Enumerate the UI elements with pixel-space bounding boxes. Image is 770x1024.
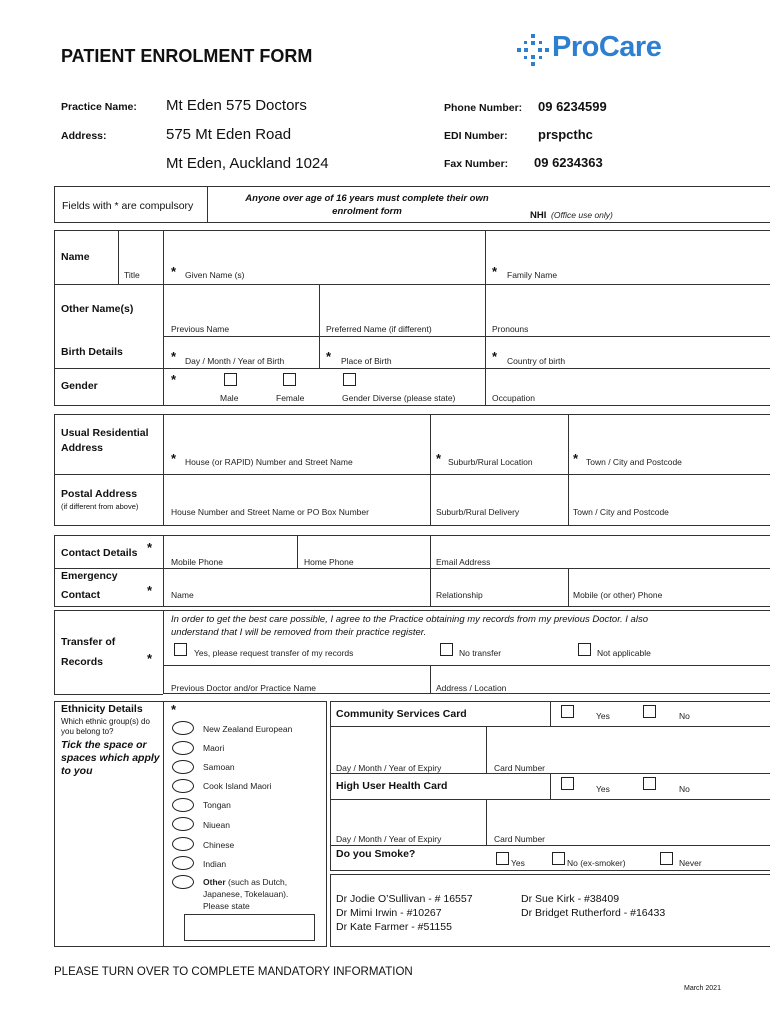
emergency-phone-field[interactable]: Mobile (or other) Phone <box>573 590 663 600</box>
brand-logo <box>515 33 685 69</box>
smoke-ex-checkbox[interactable] <box>552 852 565 865</box>
practice-name-value: Mt Eden 575 Doctors <box>166 97 307 114</box>
postal-suburb-field[interactable]: Suburb/Rural Delivery <box>436 507 520 517</box>
phone-label: Phone Number: <box>444 102 523 114</box>
doctor-name: Dr Bridget Rutherford - #16433 <box>521 907 666 919</box>
ethnicity-option-label: Samoan <box>203 762 235 772</box>
smoke-label: Do you Smoke? <box>336 848 416 860</box>
transfer-consent-1: In order to get the best care possible, I agree to the Practice obtaining my records from my previous Doctor. I also <box>171 614 648 625</box>
emergency-name-field[interactable]: Name <box>171 590 194 600</box>
postal-label: Postal Address <box>61 488 138 500</box>
ethnicity-option-circle[interactable] <box>172 837 194 851</box>
required-marker: * <box>573 451 579 466</box>
ethnicity-other-line3: Please state <box>203 901 250 911</box>
ethnicity-option-circle[interactable] <box>172 856 194 870</box>
ethnicity-option-label: Maori <box>203 743 225 753</box>
doctor-name: Dr Kate Farmer - #51155 <box>336 921 452 933</box>
postal-town-field[interactable]: Town / City and Postcode <box>573 507 669 517</box>
csc-yes-checkbox[interactable] <box>561 705 574 718</box>
transfer-na-checkbox[interactable] <box>578 643 591 656</box>
town-postcode-field[interactable]: Town / City and Postcode <box>586 457 682 467</box>
transfer-no-checkbox[interactable] <box>440 643 453 656</box>
previous-doctor-field[interactable]: Previous Doctor and/or Practice Name <box>171 683 317 693</box>
relationship-field[interactable]: Relationship <box>436 590 483 600</box>
smoke-never-checkbox[interactable] <box>660 852 673 865</box>
required-marker: * <box>171 349 177 364</box>
transfer-yes-label: Yes, please request transfer of my records <box>194 648 354 658</box>
csc-label: Community Services Card <box>336 708 467 720</box>
huhc-expiry-field[interactable]: Day / Month / Year of Expiry <box>336 834 442 844</box>
form-date: March 2021 <box>684 985 721 992</box>
ethnicity-question-1: Which ethnic group(s) do <box>61 717 150 726</box>
fax-label: Fax Number: <box>444 158 509 170</box>
required-marker: * <box>436 451 442 466</box>
huhc-no-label: No <box>679 784 690 794</box>
required-marker: * <box>171 451 177 466</box>
previous-name-field[interactable]: Previous Name <box>171 324 230 334</box>
practice-name-label: Practice Name: <box>61 101 137 113</box>
compulsory-note: Fields with * are compulsory <box>62 200 194 212</box>
residential-label-2: Address <box>61 442 104 454</box>
postal-note: (if different from above) <box>61 502 139 511</box>
female-label: Female <box>276 393 305 403</box>
title-field[interactable]: Title <box>124 270 140 280</box>
suburb-field[interactable]: Suburb/Rural Location <box>448 457 533 467</box>
smoke-yes-label: Yes <box>511 858 525 868</box>
required-marker: * <box>171 372 177 387</box>
csc-no-checkbox[interactable] <box>643 705 656 718</box>
emergency-label-1: Emergency <box>61 570 118 582</box>
smoke-yes-checkbox[interactable] <box>496 852 509 865</box>
required-marker: * <box>147 540 153 555</box>
ethnicity-other-rest: (such as Dutch, <box>225 877 288 887</box>
transfer-label-1: Transfer of <box>61 636 116 648</box>
brand-name: ProCare <box>552 31 662 63</box>
ethnicity-option-label: Niuean <box>203 820 230 830</box>
transfer-yes-checkbox[interactable] <box>174 643 187 656</box>
doctor-name: Dr Jodie O’Sullivan - # 16557 <box>336 893 473 905</box>
ethnicity-option-circle[interactable] <box>172 779 194 793</box>
ethnicity-option-label: Tongan <box>203 800 231 810</box>
country-of-birth-field[interactable]: Country of birth <box>507 356 566 366</box>
csc-yes-label: Yes <box>596 711 610 721</box>
smoke-ex-label: No (ex-smoker) <box>567 858 626 868</box>
emergency-label-2: Contact <box>61 589 101 601</box>
required-marker: * <box>147 583 153 598</box>
huhc-label: High User Health Card <box>336 780 448 792</box>
personal-details-box <box>54 230 770 406</box>
residential-label-1: Usual Residential <box>61 427 149 439</box>
postal-house-field[interactable]: House Number and Street Name or PO Box Number <box>171 507 369 517</box>
turn-over-note: PLEASE TURN OVER TO COMPLETE MANDATORY INFORMATION <box>54 966 413 978</box>
ethnicity-title: Ethnicity Details <box>61 703 143 715</box>
ethnicity-option-circle[interactable] <box>172 875 194 889</box>
ethnicity-tick-2: spaces which apply <box>61 752 160 764</box>
ethnicity-question-2: you belong to? <box>61 727 114 736</box>
transfer-label-2: Records <box>61 656 104 668</box>
ethnicity-other-bold: Other <box>203 877 226 887</box>
ethnicity-tick-3: to you <box>61 765 93 777</box>
email-field[interactable]: Email Address <box>436 557 491 567</box>
address-line1: 575 Mt Eden Road <box>166 126 292 143</box>
ethnicity-other-input[interactable] <box>184 914 315 941</box>
ethnicity-other-label <box>203 877 287 887</box>
ethnicity-option-circle[interactable] <box>172 817 194 831</box>
place-of-birth-field[interactable]: Place of Birth <box>341 356 392 366</box>
page-title: PATIENT ENROLMENT FORM <box>61 46 313 66</box>
nhi-note: (Office use only) <box>551 210 613 220</box>
address-label: Address: <box>61 130 107 142</box>
gender-female-checkbox[interactable] <box>283 373 296 386</box>
gender-diverse-checkbox[interactable] <box>343 373 356 386</box>
mobile-phone-field[interactable]: Mobile Phone <box>171 557 223 567</box>
address-line2: Mt Eden, Auckland 1024 <box>166 155 329 172</box>
ethnicity-other-line2: Japanese, Tokelauan). <box>203 889 289 899</box>
other-names-label: Other Name(s) <box>61 303 134 315</box>
ethnicity-option-label: Indian <box>203 859 227 869</box>
ethnicity-option-circle[interactable] <box>172 721 194 735</box>
required-marker: * <box>171 702 177 717</box>
huhc-yes-label: Yes <box>596 784 610 794</box>
family-name-field[interactable]: Family Name <box>507 270 558 280</box>
diverse-label: Gender Diverse (please state) <box>342 393 456 403</box>
required-marker: * <box>171 264 177 279</box>
dob-field[interactable]: Day / Month / Year of Birth <box>185 356 285 366</box>
ethnicity-option-label: New Zealand European <box>203 724 293 734</box>
age-notice-2: enrolment form <box>332 206 402 217</box>
ethnicity-option-circle[interactable] <box>172 798 194 812</box>
required-marker: * <box>492 264 498 279</box>
fax-value: 09 6234363 <box>534 155 603 170</box>
contact-box <box>54 535 770 607</box>
occupation-field[interactable]: Occupation <box>492 393 535 403</box>
huhc-yes-checkbox[interactable] <box>561 777 574 790</box>
phone-value: 09 6234599 <box>538 99 607 114</box>
csc-no-label: No <box>679 711 690 721</box>
previous-doctor-location-field[interactable]: Address / Location <box>436 683 507 693</box>
birth-details-label: Birth Details <box>61 346 123 358</box>
age-notice-1: Anyone over age of 16 years must complete their own <box>245 193 489 204</box>
home-phone-field[interactable]: Home Phone <box>304 557 354 567</box>
edi-label: EDI Number: <box>444 130 508 142</box>
smoke-never-label: Never <box>679 858 702 868</box>
procare-logo-icon <box>515 33 555 67</box>
given-name-field[interactable]: Given Name (s) <box>185 270 245 280</box>
house-street-field[interactable]: House (or RAPID) Number and Street Name <box>185 457 353 467</box>
transfer-na-label: Not applicable <box>597 648 651 658</box>
csc-number-field[interactable]: Card Number <box>494 763 546 773</box>
doctor-name: Dr Sue Kirk - #38409 <box>521 893 620 905</box>
gender-male-checkbox[interactable] <box>224 373 237 386</box>
huhc-no-checkbox[interactable] <box>643 777 656 790</box>
transfer-no-label: No transfer <box>459 648 502 658</box>
csc-expiry-field[interactable]: Day / Month / Year of Expiry <box>336 763 442 773</box>
male-label: Male <box>220 393 239 403</box>
edi-value: prspcthc <box>538 127 593 142</box>
huhc-number-field[interactable]: Card Number <box>494 834 546 844</box>
preferred-name-field[interactable]: Preferred Name (if different) <box>326 324 432 334</box>
nhi-label: NHI <box>530 210 547 221</box>
transfer-consent-2: understand that I will be removed from their practice register. <box>171 627 427 638</box>
ethnicity-option-circle[interactable] <box>172 741 194 755</box>
ethnicity-tick-1: Tick the space or <box>61 739 147 751</box>
ethnicity-option-label: Chinese <box>203 840 235 850</box>
gender-label: Gender <box>61 380 98 392</box>
required-marker: * <box>492 349 498 364</box>
ethnicity-option-label: Cook Island Maori <box>203 781 272 791</box>
doctor-name: Dr Mimi Irwin - #10267 <box>336 907 442 919</box>
ethnicity-option-circle[interactable] <box>172 760 194 774</box>
required-marker: * <box>147 651 153 666</box>
required-marker: * <box>326 349 332 364</box>
name-label: Name <box>61 251 90 263</box>
pronouns-field[interactable]: Pronouns <box>492 324 529 334</box>
contact-details-label: Contact Details <box>61 547 138 559</box>
